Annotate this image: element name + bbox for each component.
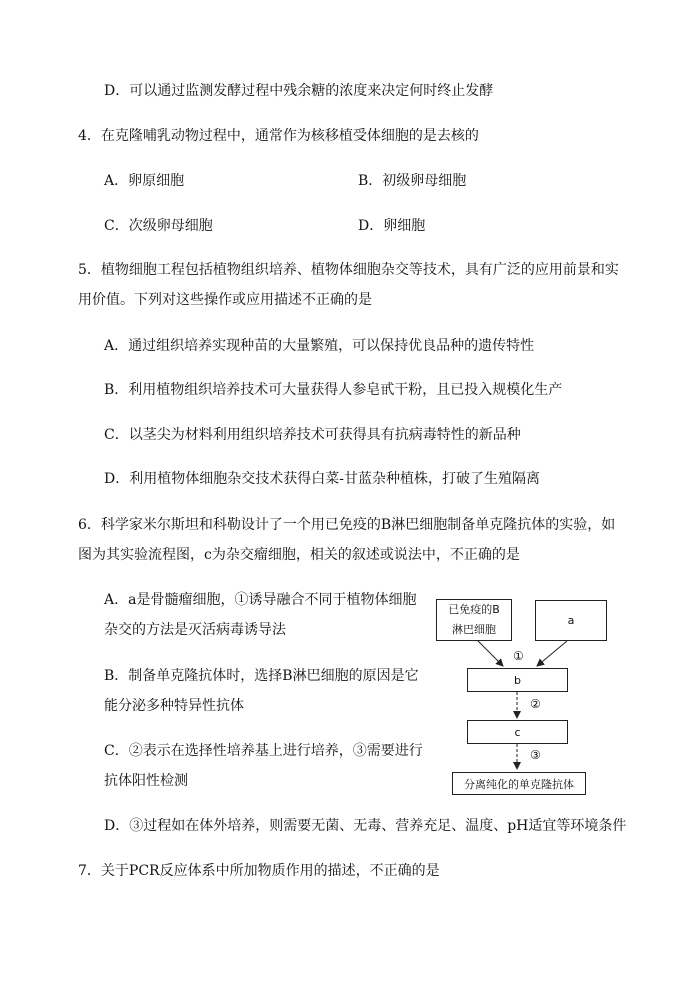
step-2-label: ② (530, 697, 541, 711)
q6-stem-line1: 6．科学家米尔斯坦和科勒设计了一个用已免疫的B淋巴细胞制备单克隆抗体的实验，如 (78, 517, 616, 533)
box-a-label: a (567, 614, 575, 627)
box-immune-line1: 已免疫的B (448, 603, 500, 616)
q3-option-d: D．可以通过监测发酵过程中残余糖的浓度来决定何时终止发酵 (104, 83, 494, 99)
q4-stem: 4．在克隆哺乳动物过程中，通常作为核移植受体细胞的是去核的 (78, 128, 479, 144)
q6-stem-line2: 图为其实验流程图，c为杂交瘤细胞，相关的叙述或说法中，不正确的是 (78, 547, 520, 563)
box-c-label: c (514, 725, 521, 739)
box-c (467, 720, 568, 744)
q6-option-d: D．③过程如在体外培养，则需要无菌、无毒、营养充足、温度、pH适宜等环境条件 (104, 818, 627, 834)
box-immune-b-cell (436, 599, 512, 641)
step-1-label: ① (513, 649, 524, 663)
q6-option-c-line2: 抗体阳性检测 (104, 773, 188, 789)
q6-option-a-line1: A．a是骨髓瘤细胞，①诱导融合不同于植物体细胞 (104, 592, 417, 608)
box-b-label: b (514, 673, 521, 687)
q4-option-c: C．次级卵母细胞 (104, 218, 213, 234)
q5-stem-line1: 5．植物细胞工程包括植物组织培养、植物体细胞杂交等技术，具有广泛的应用前景和实 (78, 262, 619, 278)
q6-option-a-line2: 杂交的方法是灭活病毒诱导法 (104, 622, 286, 638)
box-a (535, 600, 607, 641)
q5-option-d: D．利用植物体细胞杂交技术获得白菜-甘蓝杂种植株，打破了生殖隔离 (104, 471, 540, 487)
q4-option-d: D．卵细胞 (358, 218, 426, 234)
q6-option-c-line1: C．②表示在选择性培养基上进行培养，③需要进行 (104, 743, 423, 759)
q6-option-b-line1: B．制备单克隆抗体时，选择B淋巴细胞的原因是它 (104, 668, 419, 684)
q5-option-c: C．以茎尖为材料利用组织培养技术可获得具有抗病毒特性的新品种 (104, 427, 521, 443)
box-final-label: 分离纯化的单克隆抗体 (464, 777, 574, 791)
box-immune-line2: 淋巴细胞 (452, 623, 496, 636)
arrow-immune-to-b (478, 641, 503, 666)
q4-option-b: B．初级卵母细胞 (358, 173, 467, 189)
arrow-a-to-b (537, 641, 567, 666)
q4-option-a: A．卵原细胞 (104, 173, 185, 189)
box-purified-antibody (452, 772, 586, 795)
q6-option-b-line2: 能分泌多种特异性抗体 (104, 698, 244, 714)
step-3-label: ③ (530, 748, 541, 762)
q7-stem: 7．关于PCR反应体系中所加物质作用的描述，不正确的是 (78, 863, 440, 879)
q5-option-a: A．通过组织培养实现种苗的大量繁殖，可以保持优良品种的遗传特性 (104, 338, 535, 354)
q5-stem-line2: 用价值。下列对这些操作或应用描述不正确的是 (78, 292, 372, 308)
box-b (467, 668, 568, 692)
q5-option-b: B．利用植物组织培养技术可大量获得人参皂甙干粉，且已投入规模化生产 (104, 382, 563, 398)
